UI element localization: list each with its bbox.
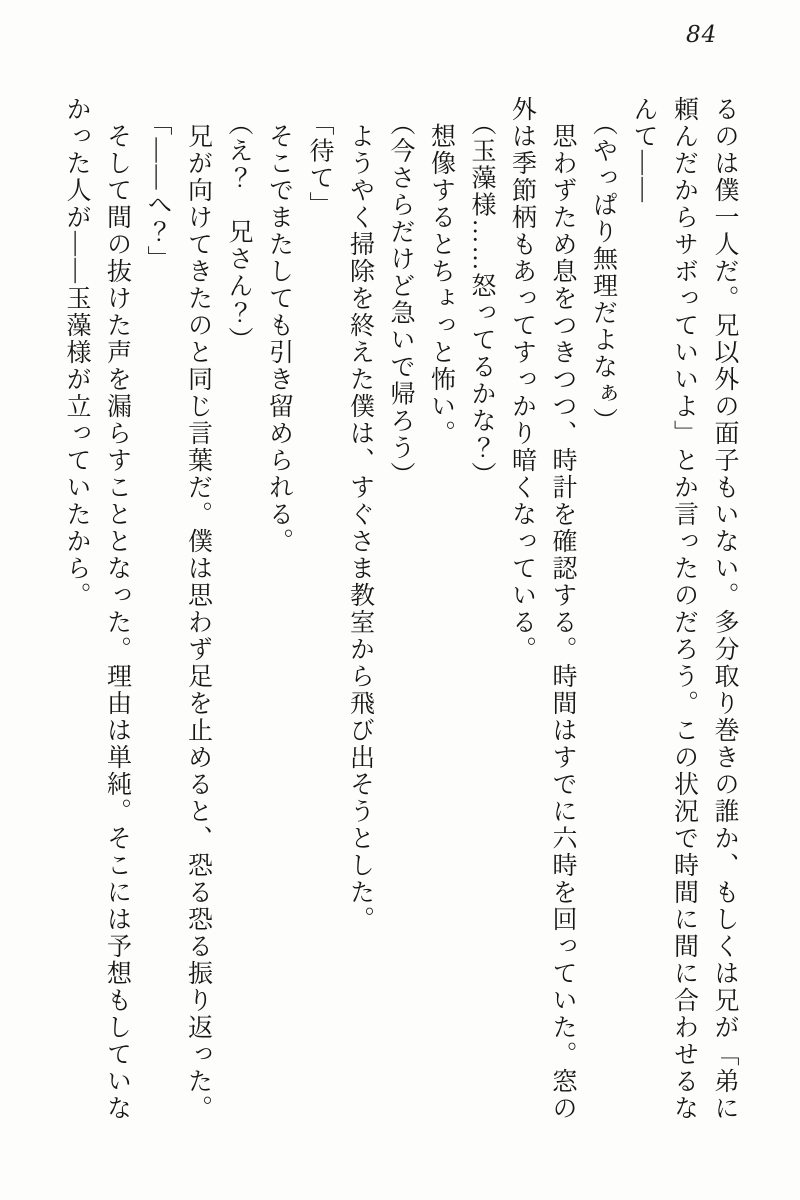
text-line: （やっぱり無理だよなぁ） xyxy=(589,96,617,435)
text-line: （玉藻様……怒ってるかな？） xyxy=(468,96,495,489)
text-line: んて―― xyxy=(630,96,657,204)
text-line: 外は季節柄もあってすっかり暗くなっている。 xyxy=(508,96,536,663)
text-line: 「待て」 xyxy=(306,96,333,219)
page-number: 84 xyxy=(686,22,718,48)
text-line: （今さらだけど急いで帰ろう） xyxy=(387,96,414,489)
page-text-block xyxy=(54,96,744,1128)
text-line: 「――へ？」 xyxy=(144,96,171,273)
text-line: 頼んだからサボっていいよ」とか言ったのだろう。この状況で時間に間に合わせるな xyxy=(670,96,698,1122)
text-line: （え？ 兄さん？） xyxy=(225,96,252,354)
text-line: るのは僕一人だ。兄以外の面子もいない。多分取り巻きの誰か、もしくは兄が「弟に xyxy=(711,96,738,1122)
text-line: 思わずため息をつきつつ、時計を確認する。時間はすでに六時を回っていた。窓の xyxy=(549,96,576,1122)
text-line: 想像するとちょっと怖い。 xyxy=(427,96,455,447)
text-line: かった人が――玉藻様が立っていたから。 xyxy=(63,96,90,609)
text-line: そこでまたしても引き留められる。 xyxy=(265,96,293,555)
text-line: そして間の抜けた声を漏らすこととなった。理由は単純。そこには予想もしていな xyxy=(103,96,131,1122)
text-line: ようやく掃除を終えた僕は、すぐさま教室から飛び出そうとした。 xyxy=(346,96,374,933)
text-line: 兄が向けてきたのと同じ言葉だ。僕は思わず足を止めると、恐る恐る振り返った。 xyxy=(184,96,212,1122)
